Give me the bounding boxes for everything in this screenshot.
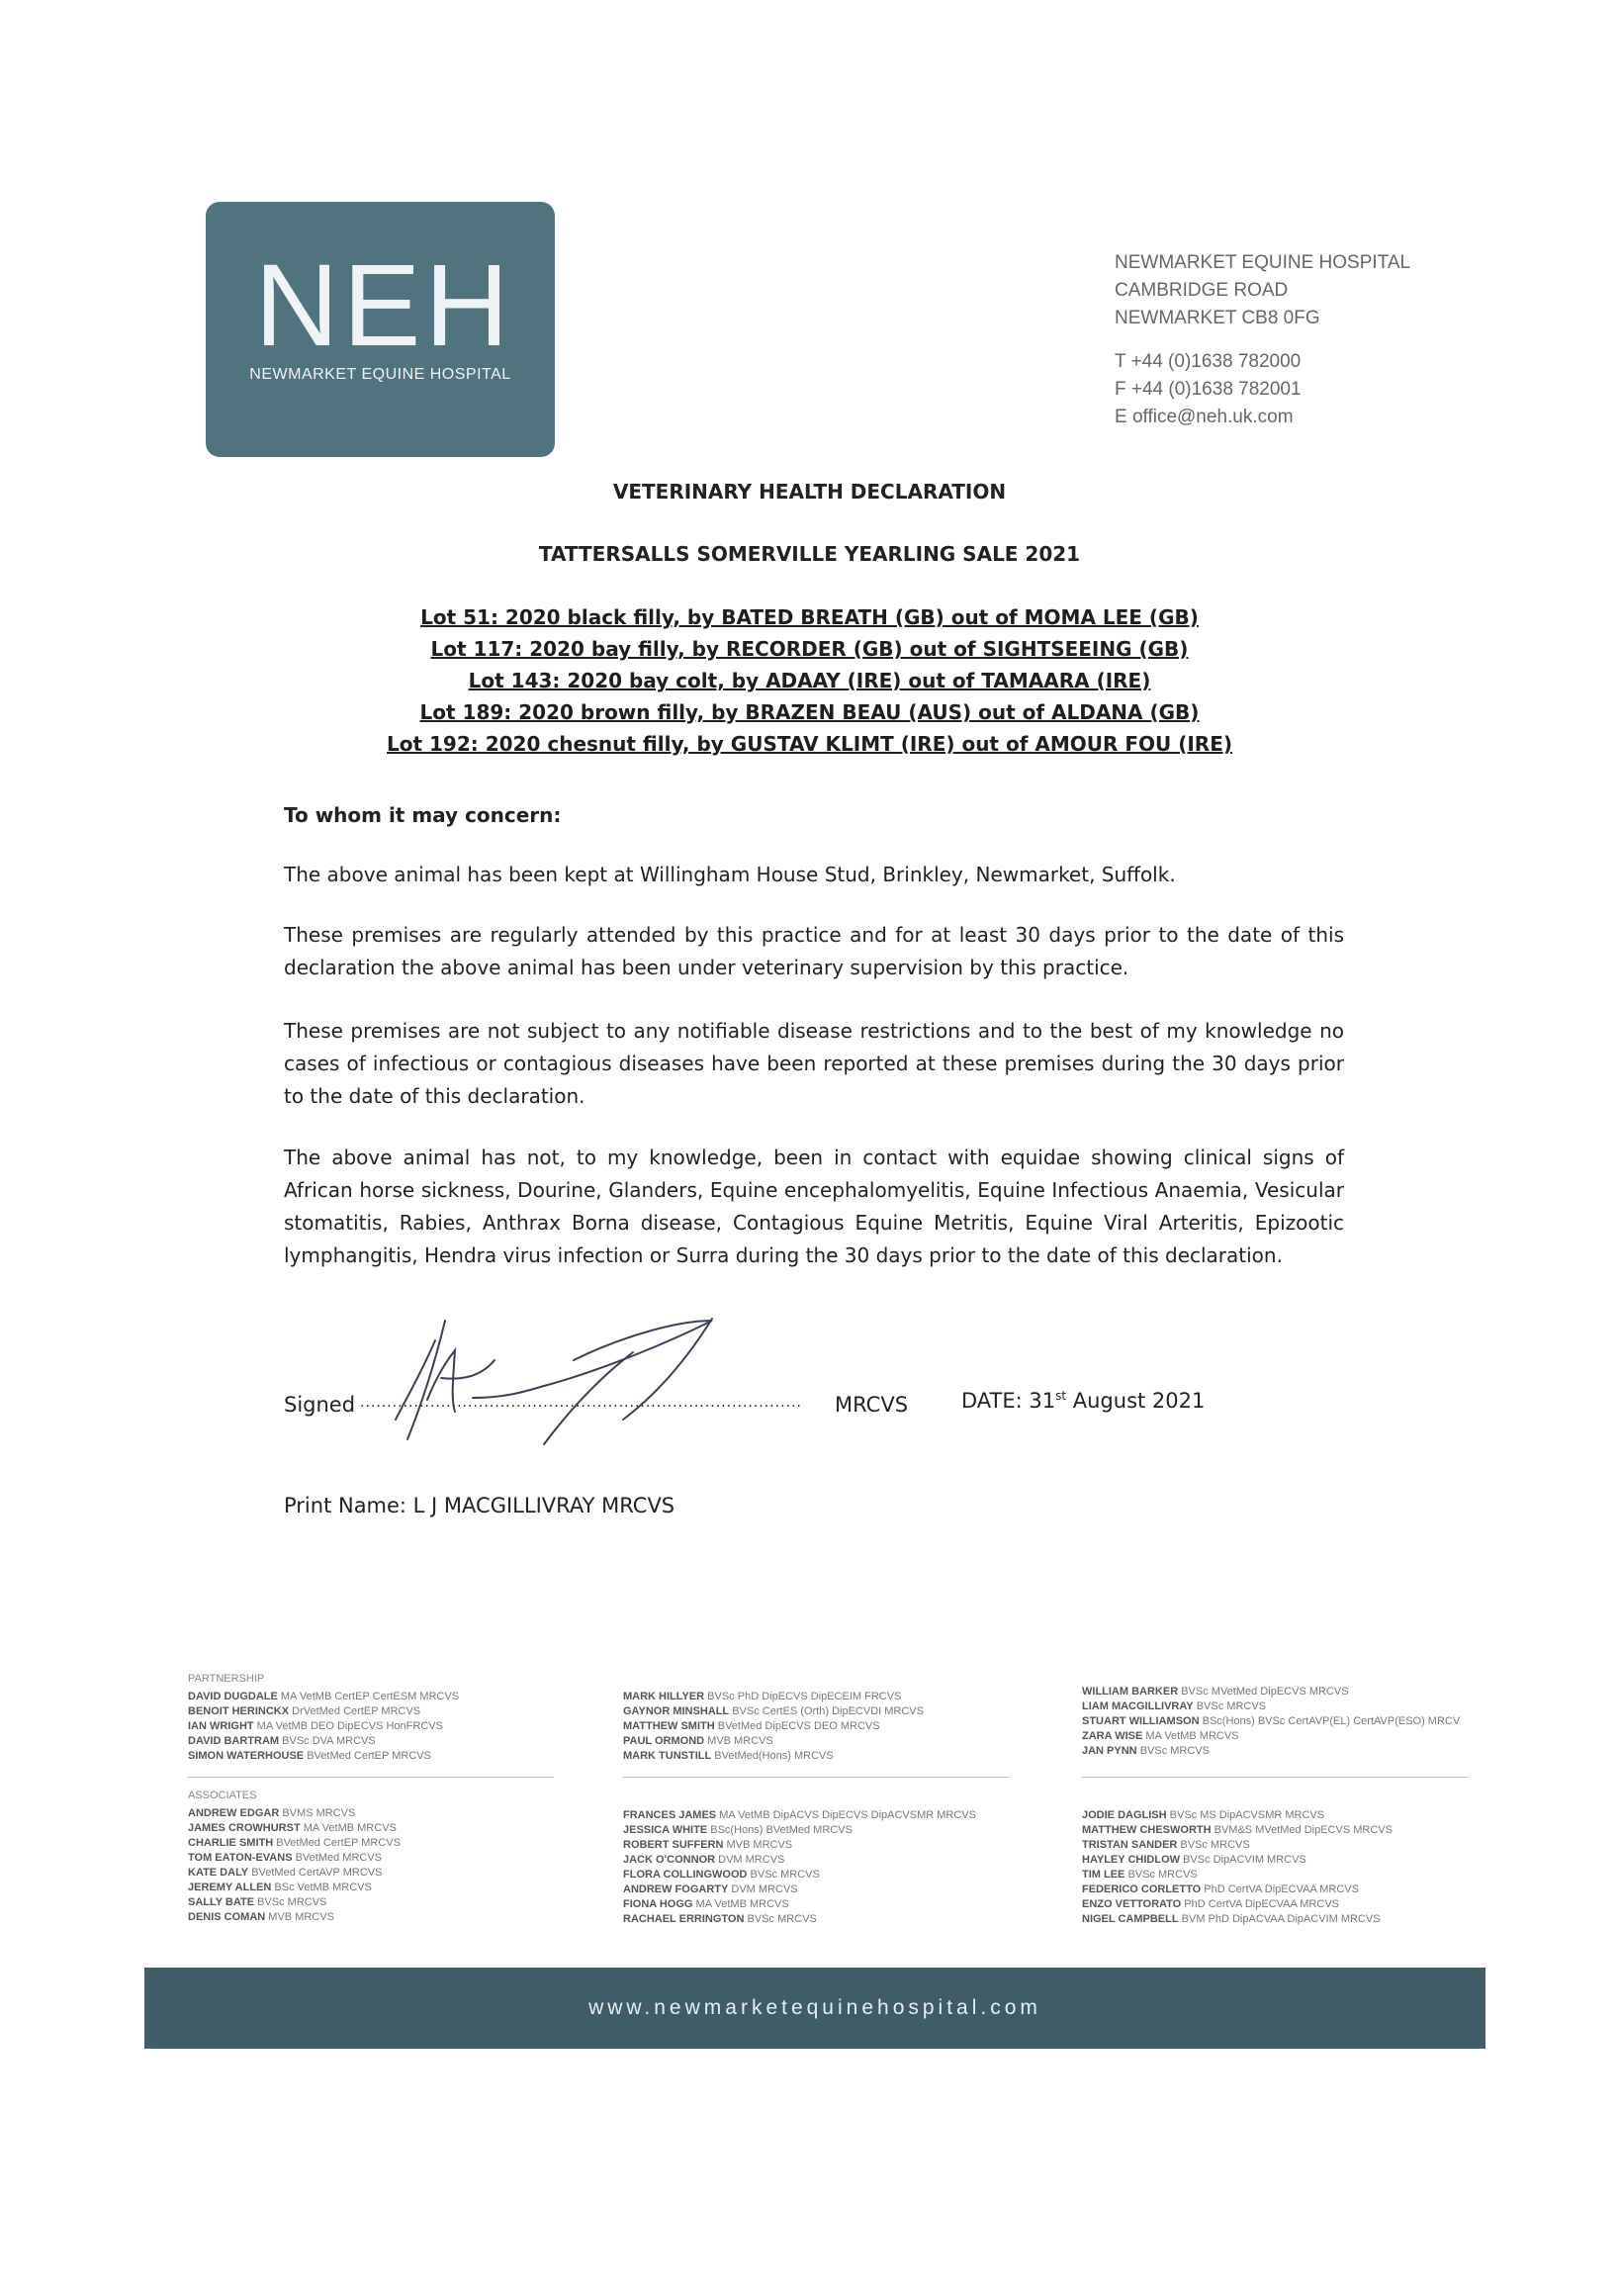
staff-entry: CHARLIE SMITH BVetMed CertEP MRCVS — [188, 1837, 401, 1849]
logo-name: NEWMARKET EQUINE HOSPITAL — [249, 366, 511, 383]
staff-entry: ENZO VETTORATO PhD CertVA DipECVAA MRCVS — [1082, 1898, 1339, 1910]
staff-entry: KATE DALY BVetMed CertAVP MRCVS — [188, 1867, 383, 1879]
signature-dotted-line: .................................................................................. — [360, 1395, 802, 1411]
paragraph-supervision: These premises are regularly attended by this practice and for at least 30 days prior to the date of this declaration the above animal has been under veterinary supervision by this practice. — [284, 923, 1344, 979]
handwritten-signature — [376, 1281, 771, 1459]
greeting: To whom it may concern: — [284, 803, 562, 827]
staff-entry: TOM EATON-EVANS BVetMed MRCVS — [188, 1852, 383, 1864]
footer-banner — [144, 1968, 1485, 2049]
date-rest: August 2021 — [1066, 1389, 1206, 1413]
staff-entry: GAYNOR MINSHALL BVSc CertES (Orth) DipECVDI MRCVS — [623, 1705, 924, 1717]
divider — [623, 1777, 1009, 1778]
paragraph-premises: The above animal has been kept at Willingham House Stud, Brinkley, Newmarket, Suffolk. — [284, 863, 1176, 886]
staff-entry: FLORA COLLINGWOOD BVSc MRCVS — [623, 1869, 820, 1881]
document-title: VETERINARY HEALTH DECLARATION — [612, 480, 1007, 504]
fax-number: F +44 (0)1638 782001 — [1115, 379, 1302, 400]
staff-entry: HAYLEY CHIDLOW BVSc DipACVIM MRCVS — [1082, 1854, 1306, 1866]
staff-entry: FIONA HOGG MA VetMB MRCVS — [623, 1898, 789, 1910]
staff-entry: JAN PYNN BVSc MRCVS — [1082, 1745, 1210, 1757]
paragraph-disease-restrictions: These premises are not subject to any notifiable disease restrictions and to the best of my knowledge no cases of infectious or contagious diseases have been reported at these premises during the 30 days prior to the date of this declaration. — [284, 1019, 1344, 1108]
staff-entry: NIGEL CAMPBELL BVM PhD DipACVAA DipACVIM MRCVS — [1082, 1913, 1381, 1925]
hospital-logo — [206, 202, 555, 457]
divider — [1082, 1777, 1468, 1778]
staff-entry: FEDERICO CORLETTO PhD CertVA DipECVAA MRCVS — [1082, 1883, 1359, 1895]
lot-item: Lot 117: 2020 bay filly, by RECORDER (GB) out of SIGHTSEEING (GB) — [430, 637, 1189, 661]
staff-entry: SALLY BATE BVSc MRCVS — [188, 1896, 327, 1908]
logo-mark: NEH — [254, 240, 513, 371]
declaration-date — [961, 1389, 1205, 1413]
email-address: E office@neh.uk.com — [1115, 407, 1294, 427]
staff-entry: MARK HILLYER BVSc PhD DipECVS DipECEIM FRCVS — [623, 1691, 902, 1702]
lot-item: Lot 192: 2020 chesnut filly, by GUSTAV KLIMT (IRE) out of AMOUR FOU (IRE) — [387, 732, 1232, 756]
partnership-column-2 — [623, 1690, 924, 1764]
staff-entry: JESSICA WHITE BSc(Hons) BVetMed MRCVS — [623, 1824, 853, 1836]
staff-entry: ZARA WISE MA VetMB MRCVS — [1082, 1730, 1239, 1742]
lot-item: Lot 189: 2020 brown filly, by BRAZEN BEAU (AUS) out of ALDANA (GB) — [419, 700, 1200, 724]
staff-entry: TIM LEE BVSc MRCVS — [1082, 1869, 1198, 1881]
date-label: DATE: 31 — [961, 1389, 1056, 1413]
staff-entry: DENIS COMAN MVB MRCVS — [188, 1911, 334, 1923]
staff-entry: ANDREW EDGAR BVMS MRCVS — [188, 1807, 356, 1819]
staff-entry: MARK TUNSTILL BVetMed(Hons) MRCVS — [623, 1750, 834, 1762]
signature-line — [284, 1389, 1273, 1432]
paragraph-contact-declaration: The above animal has not, to my knowledge, been in contact with equidae showing clinical signs of African horse sickness, Dourine, Glanders, Equine encephalomyelitis, Equine Infectious Anaemia, Vesicular stomatitis, Rabies, Anthrax Borna disease, Contagious Equine Metritis, Equine Viral Arteritis, Epizootic lymphangitis, Hendra virus infection or Surra during the 30 days prior to the date of this declaration. — [284, 1146, 1344, 1267]
signed-label: Signed — [284, 1393, 356, 1417]
staff-entry: LIAM MACGILLIVRAY BVSc MRCVS — [1082, 1700, 1267, 1712]
staff-entry: FRANCES JAMES MA VetMB DipACVS DipECVS DipACVSMR MRCVS — [623, 1809, 976, 1821]
staff-entry: JAMES CROWHURST MA VetMB MRCVS — [188, 1822, 397, 1834]
staff-entry: WILLIAM BARKER BVSc MVetMed DipECVS MRCVS — [1082, 1686, 1349, 1698]
staff-entry: JEREMY ALLEN BSc VetMB MRCVS — [188, 1882, 372, 1893]
staff-entry: DAVID BARTRAM BVSc DVA MRCVS — [188, 1735, 376, 1747]
divider — [188, 1777, 554, 1778]
staff-entry: SIMON WATERHOUSE BVetMed CertEP MRCVS — [188, 1750, 431, 1762]
lot-item: Lot 143: 2020 bay colt, by ADAAY (IRE) out of TAMAARA (IRE) — [468, 669, 1151, 692]
staff-entry: ROBERT SUFFERN MVB MRCVS — [623, 1839, 793, 1851]
staff-entry: MATTHEW SMITH BVetMed DipECVS DEO MRCVS — [623, 1720, 880, 1732]
staff-entry: DAVID DUGDALE MA VetMB CertEP CertESM MRCVS — [188, 1691, 460, 1702]
associates-column-1 — [188, 1789, 401, 1925]
staff-entry: MATTHEW CHESWORTH BVM&S MVetMed DipECVS MRCVS — [1082, 1824, 1393, 1836]
sale-title: TATTERSALLS SOMERVILLE YEARLING SALE 2021 — [538, 542, 1081, 566]
address-block — [1115, 249, 1451, 431]
staff-entry: IAN WRIGHT MA VetMB DEO DipECVS HonFRCVS — [188, 1720, 443, 1732]
lot-list — [0, 601, 1619, 760]
phone-number: T +44 (0)1638 782000 — [1115, 351, 1302, 372]
address-line: CAMBRIDGE ROAD — [1115, 280, 1289, 301]
signed-suffix: MRCVS — [835, 1393, 909, 1417]
associates-column-3 — [1082, 1808, 1393, 1927]
staff-entry: JACK O'CONNOR DVM MRCVS — [623, 1854, 785, 1866]
staff-entry: BENOIT HERINCKX DrVetMed CertEP MRCVS — [188, 1705, 421, 1717]
partnership-heading: PARTNERSHIP — [188, 1673, 265, 1685]
staff-entry: ANDREW FOGARTY DVM MRCVS — [623, 1883, 798, 1895]
date-suffix: st — [1055, 1389, 1067, 1403]
address-line: NEWMARKET EQUINE HOSPITAL — [1115, 252, 1411, 273]
staff-entry: PAUL ORMOND MVB MRCVS — [623, 1735, 773, 1747]
staff-entry: STUART WILLIAMSON BSc(Hons) BVSc CertAVP(EL) CertAVP(ESO) MRCV — [1082, 1715, 1461, 1727]
staff-entry: TRISTAN SANDER BVSc MRCVS — [1082, 1839, 1250, 1851]
print-name: Print Name: L J MACGILLIVRAY MRCVS — [284, 1494, 675, 1517]
associates-heading: ASSOCIATES — [188, 1790, 257, 1801]
partnership-column-3 — [1082, 1685, 1460, 1759]
partnership-column-1 — [188, 1672, 459, 1764]
staff-entry: RACHAEL ERRINGTON BVSc MRCVS — [623, 1913, 817, 1925]
website-url: www.newmarketequinehospital.com — [588, 1996, 1041, 2019]
lot-item: Lot 51: 2020 black filly, by BATED BREATH (GB) out of MOMA LEE (GB) — [420, 605, 1199, 629]
staff-entry: JODIE DAGLISH BVSc MS DipACVSMR MRCVS — [1082, 1809, 1325, 1821]
address-line: NEWMARKET CB8 0FG — [1115, 308, 1320, 328]
associates-column-2 — [623, 1808, 976, 1927]
